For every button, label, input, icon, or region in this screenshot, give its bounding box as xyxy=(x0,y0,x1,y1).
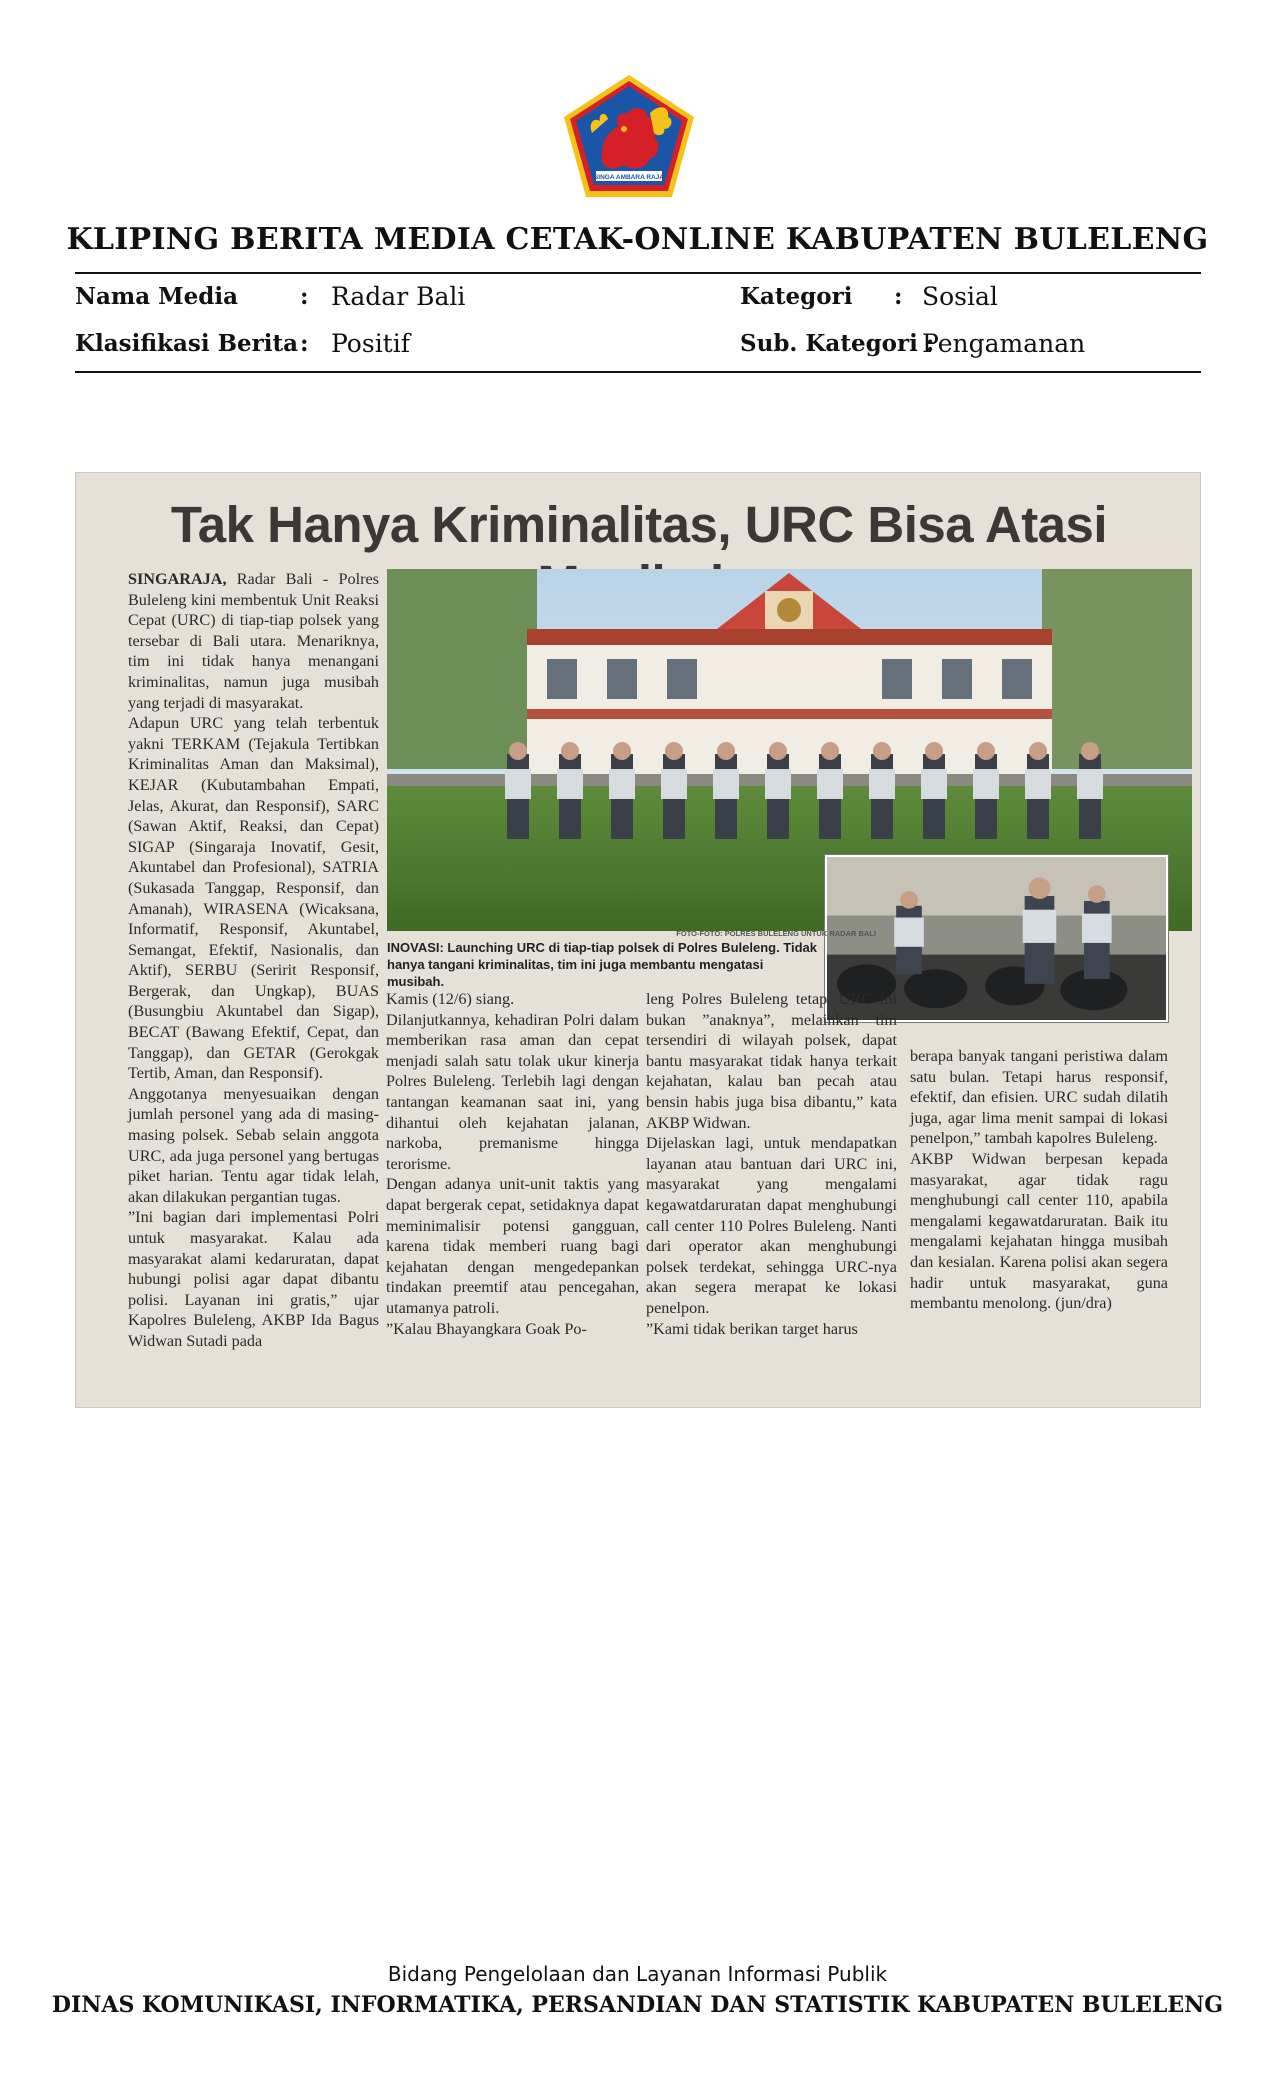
article-column-1 xyxy=(128,569,379,1352)
article-paragraph: AKBP Widwan berpesan kepada masyarakat, agar tidak ragu menghubungi call center 110, apabila mengalami kegawatdaruratan. Baik itu mengalami kejahatan hingga musibah dan kesialan. Karena polisi akan segera hadir untuk masyarakat, guna membantu menolong. (jun/dra) xyxy=(910,1149,1168,1313)
klasifikasi-berita-value: Positif xyxy=(331,329,410,358)
kategori-colon: : xyxy=(894,283,903,310)
newspaper-clipping xyxy=(75,472,1201,1408)
article-paragraph: ”Kami tidak berikan target harus xyxy=(646,1319,858,1338)
article-column-2 xyxy=(386,989,639,1339)
singa-ambara-raja-logo-icon xyxy=(562,73,696,199)
kategori-value: Sosial xyxy=(922,282,998,311)
nama-media-value: Radar Bali xyxy=(331,282,466,311)
footer-agency: DINAS KOMUNIKASI, INFORMATIKA, PERSANDIAN DAN STATISTIK KABUPATEN BULELENG xyxy=(51,1992,1224,2018)
article-paragraph: Dilanjutkannya, kehadiran Polri dalam memberikan rasa aman dan cepat menjadi salah satu tolak ukur kinerja Polres Buleleng. Terlebih lagi dengan tantangan keamanan saat ini, yang dihantui oleh kejahatan jalanan, narkoba, premanisme hingga terorisme. xyxy=(386,1010,639,1173)
photo-caption: INOVASI: Launching URC di tiap-tiap polsek di Polres Buleleng. Tidak hanya tangani kriminalitas, tim ini juga membantu mengatasi musibah. xyxy=(387,940,818,989)
photo-credit: FOTO-FOTO: POLRES BULELENG UNTUK RADAR BALI xyxy=(676,929,876,938)
article-column-4 xyxy=(910,1046,1168,1314)
nama-media-label: Nama Media xyxy=(75,283,238,310)
article-paragraph: leng Polres Buleleng tetap. URC ini bukan ”anaknya”, melainkan tim tersendiri di wilayah polsek, dapat bantu masyarakat tidak hanya terkait kejahatan, kalau ban pecah atau bensin habis juga bisa dibantu,” kata AKBP Widwan. xyxy=(646,990,897,1132)
article-paragraph: Dengan adanya unit-unit taktis yang dapat bergerak cepat, setidaknya dapat meminimalisir potensi gangguan, karena tidak memberi ruang bagi kejahatan dengan mengedepankan tindakan preemtif atau pencegahan, utamanya patroli. xyxy=(386,1175,639,1317)
footer-division: Bidang Pengelolaan dan Layanan Informasi Publik xyxy=(387,1962,888,1986)
article-column-3 xyxy=(646,989,897,1339)
kategori-label: Kategori xyxy=(740,283,853,310)
nama-media-colon: : xyxy=(300,283,309,310)
article-paragraph: Kamis (12/6) siang. xyxy=(386,990,515,1008)
article-headline: Tak Hanya Kriminalitas, URC Bisa Atasi xyxy=(170,496,1108,553)
logo-motto: SINGA AMBARA RAJA xyxy=(593,174,665,181)
article-paragraph: ”Kalau Bhayangkara Goak Po- xyxy=(386,1319,587,1338)
klasifikasi-berita-label: Klasifikasi Berita xyxy=(75,330,299,357)
header-divider-top xyxy=(75,272,1201,274)
article-paragraph: Adapun URC yang telah terbentuk yakni TERKAM (Tejakula Tertibkan Kriminalitas Aman dan Maksimal), KEJAR (Kubutambahan Empati, Jelas, Akurat, dan Responsif), SARC (Sawan Aktif, Reaksi, dan Cepat) SIGAP (Singaraja Inovatif, Gesit, Akuntabel dan Profesional), SATRIA (Sukasada Tanggap, Responsif, dan Amanah), WIRASENA (Wicaksana, Informatif, Responsif, Akuntabel, Semangat, Efektif, Nasionalis, dan Aktif), SERBU (Seririt Responsif, Bergerak, dan Ungkap), BUAS (Busungbiu Akuntabel dan Sigap), BECAT (Bawang Efektif, Cepat, dan Tanggap), dan GETAR (Gerokgak Tertib, Aman, dan Responsif). xyxy=(128,714,379,1083)
article-paragraph: berapa banyak tangani peristiwa dalam satu bulan. Tetapi harus responsif, efektif, dan efisien. URC sudah dilatih juga, agar lima menit sampai di lokasi penelpon,” tambah kapolres Buleleng. xyxy=(910,1047,1168,1148)
article-dateline: SINGARAJA, xyxy=(128,570,227,588)
sub-kategori-label: Sub. Kategori : xyxy=(740,330,935,357)
article-paragraph: Dijelaskan lagi, untuk mendapatkan layanan atau bantuan dari URC ini, masyarakat yang mengalami kegawatdaruratan dapat menghubungi call center 110 Polres Buleleng. Nanti dari operator akan menghubungi polsek terdekat, sehingga URC-nya akan segera merapat ke lokasi penelpon. xyxy=(646,1134,897,1317)
article-paragraph: ”Ini bagian dari implementasi Polri untuk masyarakat. Kalau ada masyarakat alami kedaruratan, dapat hubungi polisi agar dapat dibantu polisi. Layanan ini gratis,” ujar Kapolres Buleleng, AKBP Ida Bagus Widwan Sutadi pada xyxy=(128,1208,379,1350)
article-paragraph: Anggotanya menyesuaikan dengan jumlah personel yang ada di masing-masing polsek. Sebab selain anggota URC, ada juga personel yang bertugas piket harian. Tentu agar tidak lelah, akan dilakukan pergantian tugas. xyxy=(128,1084,379,1206)
klasifikasi-berita-colon: : xyxy=(300,330,309,357)
sub-kategori-value: Pengamanan xyxy=(922,329,1086,358)
page-title: KLIPING BERITA MEDIA CETAK-ONLINE KABUPATEN BULELENG xyxy=(66,222,1209,257)
article-paragraph: Radar Bali - Polres Buleleng kini membentuk Unit Reaksi Cepat (URC) di tiap-tiap polsek yang tersebar di Bali utara. Menariknya, tim ini tidak hanya menangani kriminalitas, namun juga musibah yang terjadi di masyarakat. xyxy=(128,570,379,712)
header-divider-bottom xyxy=(75,371,1201,373)
